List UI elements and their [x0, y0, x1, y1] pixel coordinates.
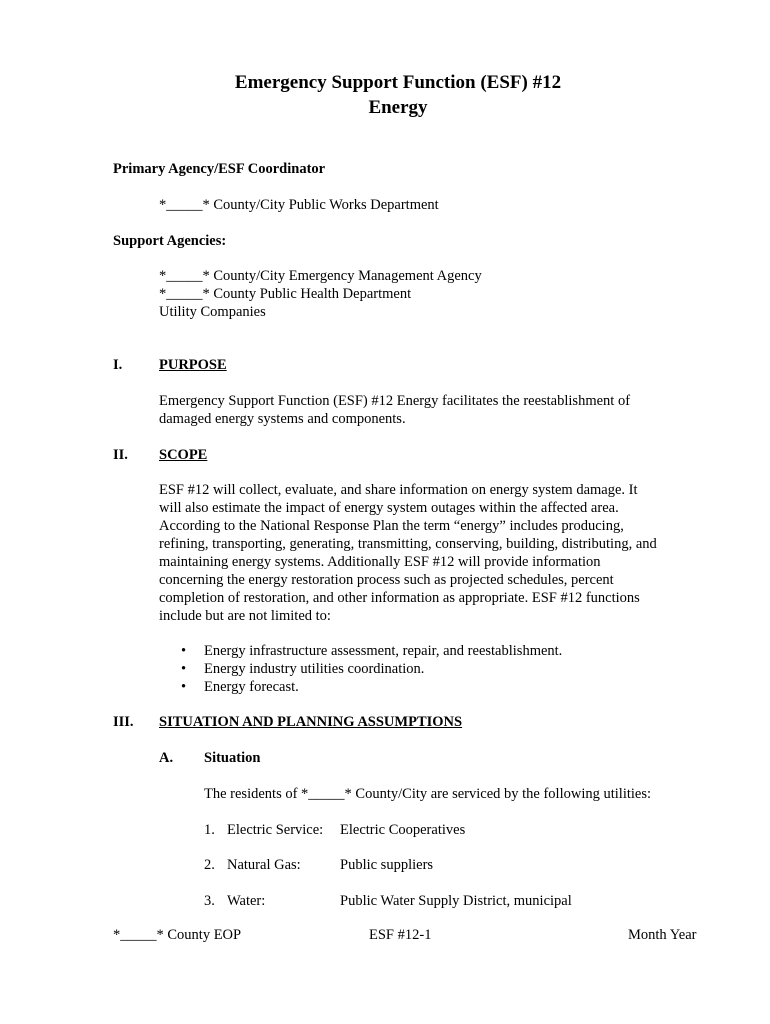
scope-bullet-3: Energy forecast. [204, 679, 299, 695]
situation-numeral: III. [113, 714, 134, 730]
scope-bullet-2: Energy industry utilities coordination. [204, 661, 425, 677]
situation-sub-heading: Situation [204, 750, 261, 766]
utility-number: 2. [204, 857, 215, 873]
scope-text-line-8: include but are not limited to: [159, 608, 331, 624]
utility-provider: Electric Cooperatives [340, 822, 466, 838]
situation-sub-letter: A. [159, 750, 174, 766]
scope-text-line-3: According to the National Response Plan the term “energy” includes producing, [159, 518, 624, 534]
footer-left: *_____* County EOP [113, 927, 242, 943]
scope-text-line-7: completion of restoration, and other information as appropriate. ESF #12 functions [159, 590, 640, 606]
document-title-line2: Energy [368, 97, 428, 118]
scope-bullet-1: Energy infrastructure assessment, repair, and reestablishment. [204, 643, 563, 659]
support-agency-1: *_____* County/City Emergency Management Agency [159, 268, 482, 284]
bullet-dot: • [181, 679, 187, 695]
bullet-dot: • [181, 661, 187, 677]
purpose-numeral: I. [113, 357, 123, 373]
scope-text-line-6: concerning the energy restoration process such as projected schedules, percent [159, 572, 614, 588]
utility-number: 3. [204, 893, 215, 909]
utility-provider: Public Water Supply District, municipal [340, 893, 572, 909]
scope-text-line-2: will also estimate the impact of energy system outages within the affected area. [159, 500, 619, 516]
scope-heading: SCOPE [159, 447, 208, 463]
situation-planning-heading: SITUATION AND PLANNING ASSUMPTIONS [159, 714, 463, 730]
scope-text-line-1: ESF #12 will collect, evaluate, and share information on energy system damage. It [159, 482, 638, 498]
utility-provider: Public suppliers [340, 857, 434, 873]
support-agencies-heading: Support Agencies: [113, 233, 227, 249]
document-title-line1: Emergency Support Function (ESF) #12 [234, 72, 562, 93]
situation-intro: The residents of *_____* County/City are serviced by the following utilities: [204, 786, 652, 802]
utility-name: Electric Service: [227, 822, 324, 838]
support-agency-2: *_____* County Public Health Department [159, 286, 412, 302]
purpose-heading: PURPOSE [159, 357, 227, 373]
primary-agency-heading: Primary Agency/ESF Coordinator [113, 161, 326, 177]
scope-text-line-4: refining, transporting, generating, transmitting, conserving, building, distributing, and [159, 536, 657, 552]
footer-page-number: ESF #12-1 [369, 927, 432, 943]
bullet-dot: • [181, 643, 187, 659]
support-agency-3: Utility Companies [159, 304, 266, 320]
purpose-text-line-1: Emergency Support Function (ESF) #12 Energy facilitates the reestablishment of [159, 393, 631, 409]
utility-number: 1. [204, 822, 215, 838]
utility-name: Natural Gas: [227, 857, 301, 873]
footer-right: Month Year [628, 927, 697, 943]
scope-numeral: II. [113, 447, 128, 463]
purpose-text-line-2: damaged energy systems and components. [159, 411, 406, 427]
primary-agency-name: *_____* County/City Public Works Department [159, 197, 439, 213]
utility-name: Water: [227, 893, 266, 909]
scope-text-line-5: maintaining energy systems. Additionally ESF #12 will provide information [159, 554, 601, 570]
